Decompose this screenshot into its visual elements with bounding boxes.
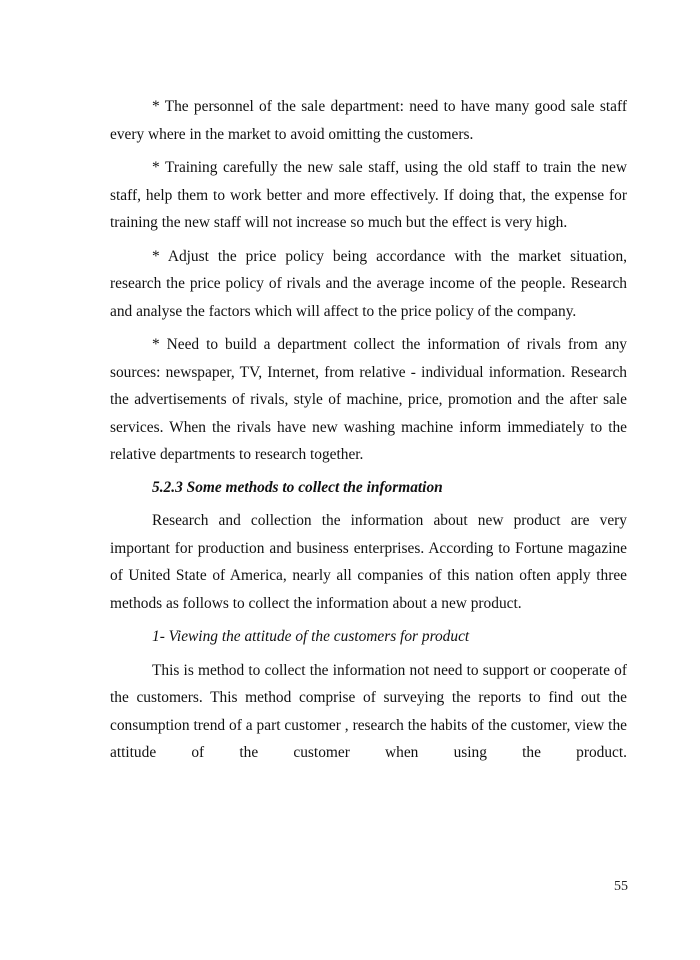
paragraph-price-policy: * Adjust the price policy being accordance with the market situation, research the price policy of rivals and the average income of the people. Research and analyse the factors which will affect to the price policy of the company. [110,247,627,320]
paragraph-research-collection: Research and collection the information about new product are very important for production and business enterprises. According to Fortune magazine of United State of America, nearly all companies of this nation often apply three methods as follows to collect the information about a new product. [110,512,627,612]
subsection-heading: 1- Viewing the attitude of the customers for product [152,628,470,645]
paragraph-rival-information: * Need to build a department collect the information of rivals from any sources: newspaper, TV, Internet, from relative - individual information. Research the advertisements of rivals, style of machine, price, promotion and the after sale services. When the rivals have new washing machine inform immediately to the relative departments to research together. [110,336,627,463]
document-body [110,93,627,767]
paragraph-method-description: This is method to collect the information not need to support or cooperate of the customers. This method comprise of surveying the reports to find out the consumption trend of a part customer , research the habits of the customer, view the attitude of the customer when using the product. [110,661,627,761]
paragraph-sale-personnel: * The personnel of the sale department: need to have many good sale staff every where in the market to avoid omitting the customers. [110,98,627,143]
page-number: 55 [614,879,628,894]
section-heading: 5.2.3 Some methods to collect the information [152,478,443,496]
paragraph-training-staff: * Training carefully the new sale staff, using the old staff to train the new staff, help them to work better and more effectively. If doing that, the expense for training the new staff will not increase so much but the effect is very high. [110,159,627,231]
